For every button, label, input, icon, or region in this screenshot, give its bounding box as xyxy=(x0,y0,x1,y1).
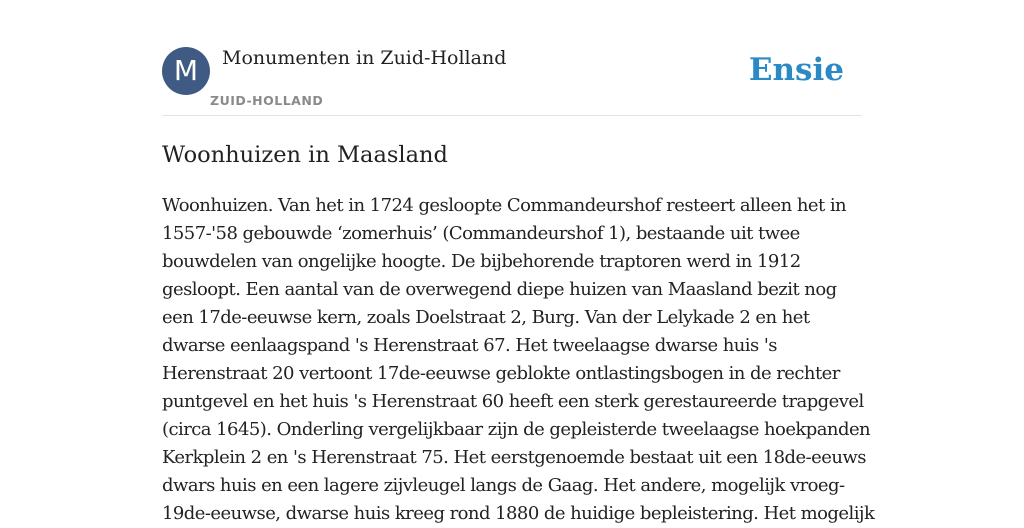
body-line: 19de-eeuwse, dwarse huis kreeg rond 1880 de huidige bepleistering. Het mogelijk xyxy=(162,503,875,524)
body-line: (circa 1645). Onderling vergelijkbaar zijn de gepleisterde tweelaagse hoekpanden xyxy=(162,419,871,440)
body-line: bouwdelen van ongelijke hoogte. De bijbehorende traptoren werd in 1912 xyxy=(162,251,801,272)
body-line: Herenstraat 20 vertoont 17de-eeuwse geblokte ontlastingsbogen in de rechter xyxy=(162,363,840,384)
source-title-link[interactable]: Monumenten in Zuid-Holland xyxy=(222,47,507,69)
body-line: puntgevel en het huis 's Herenstraat 60 heeft een sterk gerestaureerde trapgevel xyxy=(162,391,864,412)
body-line: 1557-'58 gebouwde ‘zomerhuis’ (Commandeurshof 1), bestaande uit twee xyxy=(162,223,800,244)
avatar[interactable]: M xyxy=(162,47,210,95)
article-body xyxy=(162,192,875,528)
header-divider xyxy=(162,115,862,116)
header xyxy=(162,46,862,116)
body-line: dwarse eenlaagspand 's Herenstraat 67. Het tweelaagse dwarse huis 's xyxy=(162,335,777,356)
body-line: Kerkplein 2 en 's Herenstraat 75. Het eerstgenoemde bestaat uit een 18de-eeuws xyxy=(162,447,866,468)
body-line: gesloopt. Een aantal van de overwegend diepe huizen van Maasland bezit nog xyxy=(162,279,837,300)
body-line: dwars huis en een lagere zijvleugel langs de Gaag. Het andere, mogelijk vroeg- xyxy=(162,475,845,496)
source-subtitle-link[interactable]: ZUID-HOLLAND xyxy=(210,93,324,108)
article-title: Woonhuizen in Maasland xyxy=(162,142,448,168)
body-line: een 17de-eeuwse kern, zoals Doelstraat 2, Burg. Van der Lelykade 2 en het xyxy=(162,307,810,328)
ensie-logo-link[interactable]: Ensie xyxy=(748,52,844,88)
body-line: Woonhuizen. Van het in 1724 gesloopte Commandeurshof resteert alleen het in xyxy=(162,195,847,216)
